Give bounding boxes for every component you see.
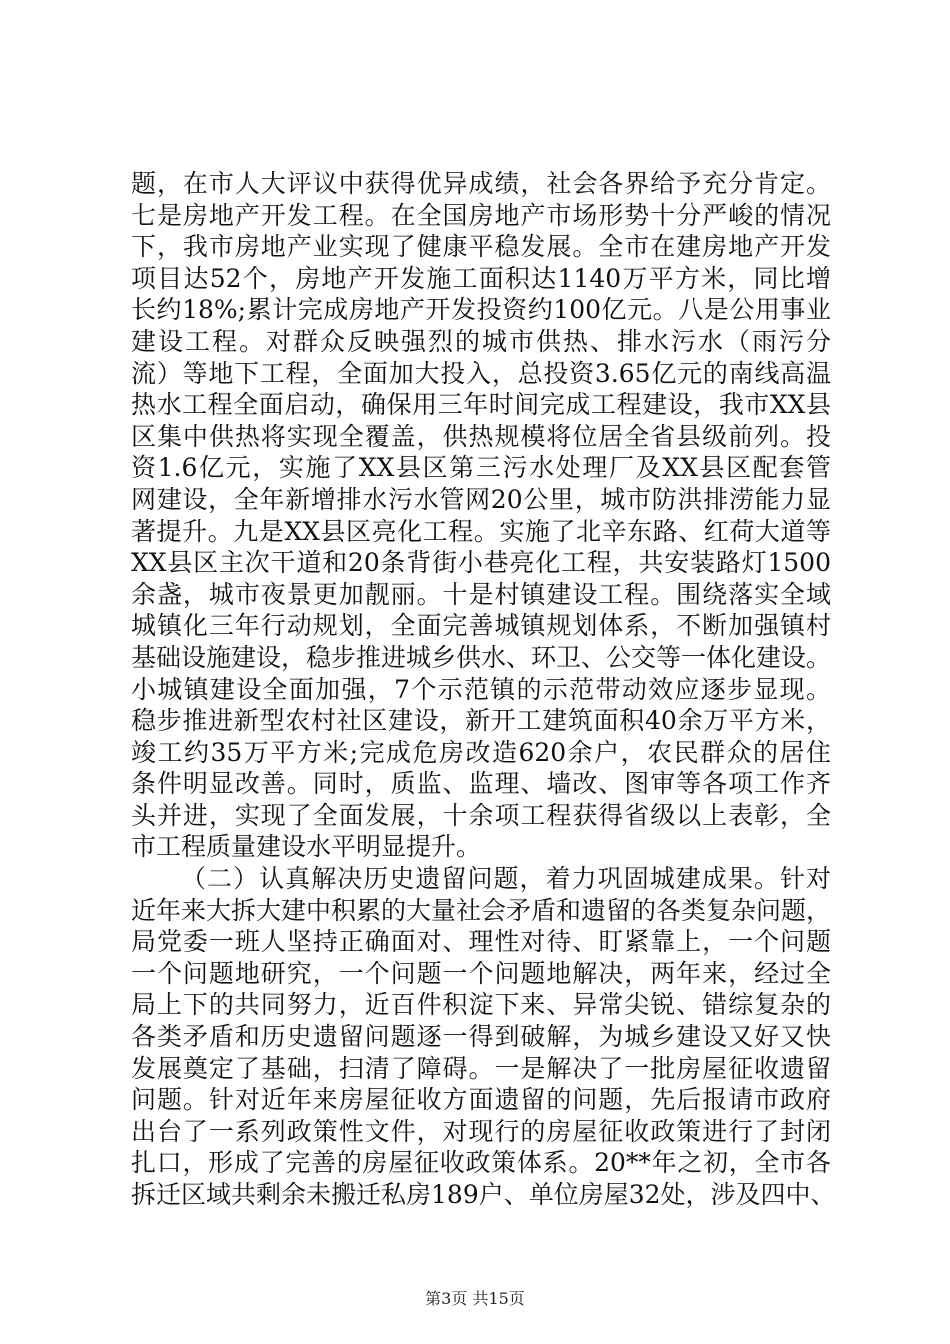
text-line: 条件明显改善。同时，质监、监理、墙改、图审等各项工作齐 <box>131 769 831 799</box>
text-line: 题，在市人大评议中获得优异成绩，社会各界给予充分肯定。 <box>131 169 831 198</box>
text-line: 局上下的共同努力，近百件积淀下来、异常尖锐、错综复杂的 <box>131 990 831 1020</box>
text-line: 资1.6亿元，实施了XX县区第三污水处理厂及XX县区配套管 <box>131 453 831 483</box>
text-line: 稳步推进新型农村社区建设，新开工建筑面积40余万平方米， <box>131 706 831 736</box>
text-line: 头并进，实现了全面发展，十余项工程获得省级以上表彰，全 <box>131 800 831 830</box>
page-footer: 第3页 共15页 <box>425 1289 525 1308</box>
text-line: XX县区主次干道和20条背街小巷亮化工程，共安装路灯1500 <box>131 548 831 578</box>
text-line: 局党委一班人坚持正确面对、理性对待、盯紧靠上，一个问题 <box>131 927 831 957</box>
text-line: 流）等地下工程，全面加大投入，总投资3.65亿元的南线高温 <box>131 358 831 388</box>
text-line: 出台了一系列政策性文件，对现行的房屋征收政策进行了封闭 <box>131 1116 831 1146</box>
text-line: 网建设，全年新增排水污水管网20公里，城市防洪排涝能力显 <box>131 484 831 514</box>
text-line: 小城镇建设全面加强，7个示范镇的示范带动效应逐步显现。 <box>131 674 831 704</box>
text-line: 市工程质量建设水平明显提升。 <box>131 832 482 862</box>
text-line: 近年来大拆大建中积累的大量社会矛盾和遗留的各类复杂问题， <box>131 895 832 925</box>
text-line: 扎口，形成了完善的房屋征收政策体系。20**年之初，全市各 <box>131 1148 831 1178</box>
text-line: 建设工程。对群众反映强烈的城市供热、排水污水（雨污分 <box>131 326 831 356</box>
text-line: 区集中供热将实现全覆盖，供热规模将位居全省县级前列。投 <box>131 421 831 451</box>
text-line: 长约18%;累计完成房地产开发投资约100亿元。八是公用事业 <box>131 295 831 325</box>
text-line: 著提升。九是XX县区亮化工程。实施了北辛东路、红荷大道等 <box>131 516 831 546</box>
text-line: 一个问题地研究，一个问题一个问题地解决，两年来，经过全 <box>131 958 831 988</box>
body-text <box>131 168 836 1211</box>
text-line: 余盏，城市夜景更加靓丽。十是村镇建设工程。围绕落实全域 <box>131 579 831 609</box>
text-line: 城镇化三年行动规划，全面完善城镇规划体系，不断加强镇村 <box>131 611 831 641</box>
text-line: 七是房地产开发工程。在全国房地产市场形势十分严峻的情况 <box>131 200 831 230</box>
text-line: 热水工程全面启动，确保用三年时间完成工程建设，我市XX县 <box>131 390 831 420</box>
text-line: 发展奠定了基础，扫清了障碍。一是解决了一批房屋征收遗留 <box>131 1053 831 1083</box>
text-line: （二）认真解决历史遗留问题，着力巩固城建成果。针对 <box>181 864 831 894</box>
text-line: 各类矛盾和历史遗留问题逐一得到破解，为城乡建设又好又快 <box>131 1022 831 1052</box>
text-line: 基础设施建设，稳步推进城乡供水、环卫、公交等一体化建设。 <box>131 642 832 672</box>
text-line: 拆迁区域共剩余未搬迁私房189户、单位房屋32处，涉及四中、 <box>131 1180 836 1209</box>
text-line: 竣工约35万平方米;完成危房改造620余户，农民群众的居住 <box>131 737 831 767</box>
text-line: 问题。针对近年来房屋征收方面遗留的问题，先后报请市政府 <box>131 1085 831 1115</box>
text-line: 下，我市房地产业实现了健康平稳发展。全市在建房地产开发 <box>131 232 831 262</box>
text-line: 项目达52个，房地产开发施工面积达1140万平方米，同比增 <box>131 263 831 293</box>
